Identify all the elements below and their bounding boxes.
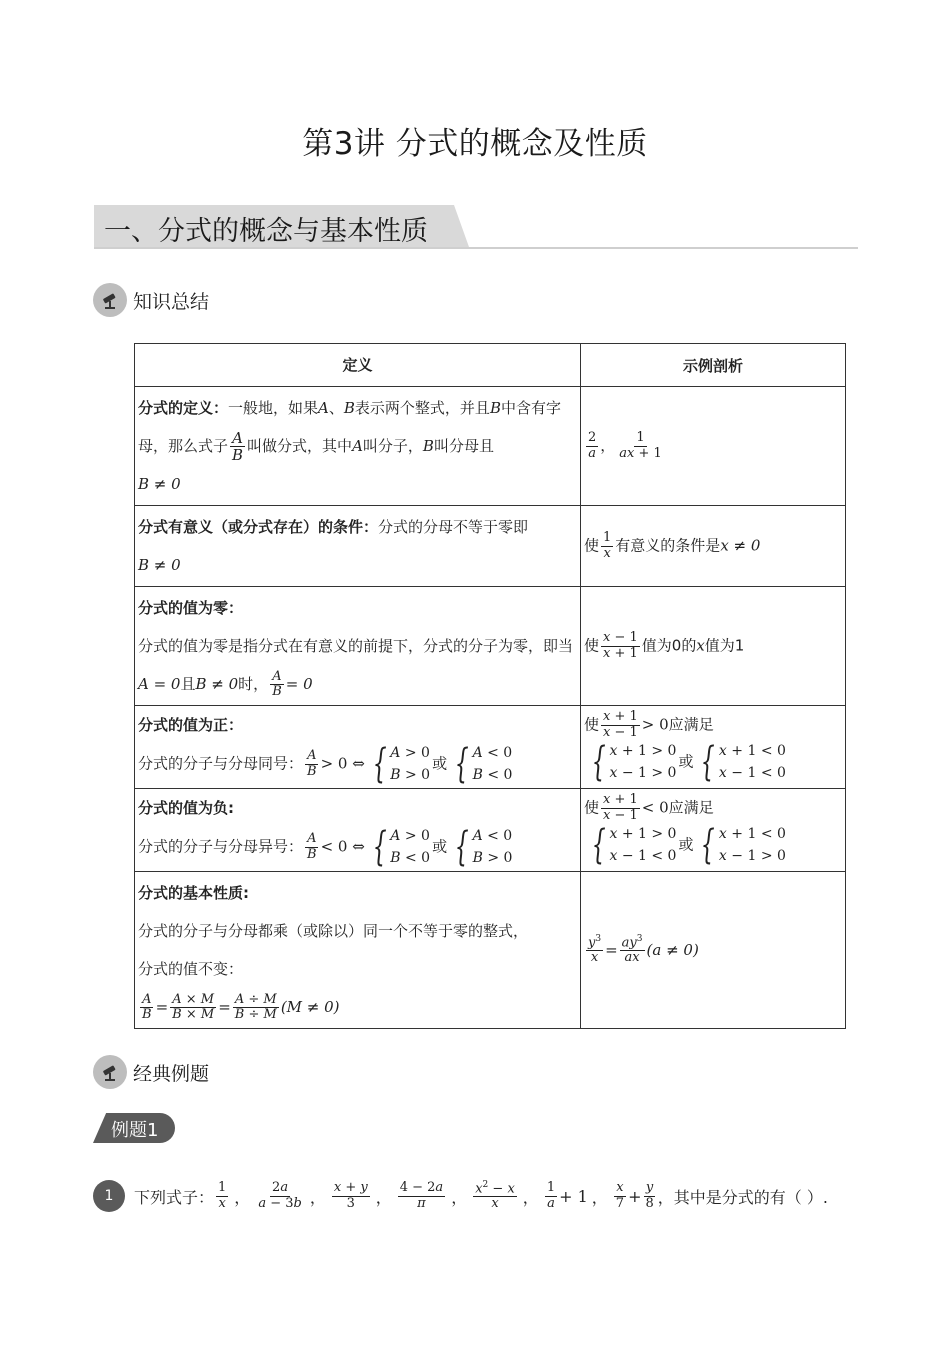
fraction: $\frac{x^2 - x}{x}$ <box>475 1179 515 1212</box>
definition-cell: 分式的值为负: 分式的分子与分母异号： $\frac{A}{B}$ < 0 ⇔ { A > 0 B < 0 或 { A < 0 B > 0 <box>135 789 581 872</box>
examples-subheading <box>93 1055 209 1089</box>
row-heading: 分式的定义： <box>138 399 229 417</box>
definition-cell: 分式的定义：一般地，如果A、B表示两个整式，并且B中含有字母，那么式子 $\frac{A}{B}$ 叫做分式，其中A叫分子，B叫分母且 B ≠ 0 <box>135 387 581 506</box>
row-text: 分式的分子与分母同号： <box>138 754 304 773</box>
table-row <box>135 387 846 506</box>
or-text: 或 <box>432 837 448 856</box>
table-row <box>135 506 846 587</box>
definition-cell <box>135 587 581 706</box>
condition: A = 0 <box>138 675 181 693</box>
table-row <box>135 706 846 789</box>
row-text: 值为1 <box>704 636 745 655</box>
row-text: 应满足 <box>668 798 714 817</box>
example-cell: 使 $\frac{x - 1}{x + 1}$ 值为0的x值为1 <box>581 587 846 706</box>
table-row <box>135 789 846 872</box>
knowledge-label: 知识总结 <box>133 290 210 313</box>
or-text: 或 <box>678 835 694 854</box>
inequality-system: { A > 0 B < 0 <box>372 824 431 870</box>
inequality-system: { x + 1 > 0 x − 1 < 0 <box>591 821 677 868</box>
example-cell: 使 $\frac{x + 1}{x - 1}$ < 0应满足 { x + 1 > 0 x − 1 < 0 或 { x + 1 < 0 x − 1 > 0 <box>581 789 846 872</box>
or-text: 或 <box>678 752 694 771</box>
fraction-a-over-b: $\frac{A}{B}$ <box>232 428 244 464</box>
row-text: 应满足 <box>668 715 714 734</box>
page-title: 第3讲 分式的概念及性质 <box>302 126 648 162</box>
example-tag <box>93 1113 175 1143</box>
fraction: $\frac{A}{B}$ <box>307 748 317 779</box>
row-heading: 分式的值为正： <box>138 716 244 734</box>
inequality-system: { A < 0 B > 0 <box>454 824 513 870</box>
telescope-icon <box>93 1055 127 1089</box>
row-text: 分式的分子与分母异号： <box>138 837 304 856</box>
example-cell <box>581 506 846 587</box>
row-text: 值为0的 <box>641 636 697 655</box>
question-lead: 下列式子： <box>134 1187 215 1207</box>
condition: B ≠ 0 <box>138 556 181 574</box>
definition-cell: 分式的基本性质: 分式的分子与分母都乘（或除以）同一个不等于零的整式， 分式的值不变： $\frac{A}{B}$ = $\frac{A \times M}{B \times M}$ = $\frac{A \div M}{B \div M}$ (M ≠ 0) <box>135 872 581 1029</box>
condition: B ≠ 0 <box>195 675 239 693</box>
condition: (M ≠ 0) <box>280 998 340 1016</box>
row-text: 使 <box>584 798 600 817</box>
fraction: $\frac{A}{B}$ <box>142 991 152 1022</box>
fraction: $\frac{A}{B}$ <box>272 668 282 699</box>
fraction: $\frac{A \div M}{B \div M}$ <box>234 991 277 1022</box>
example-cell: 使 $\frac{x + 1}{x - 1}$ > 0应满足 { x + 1 > 0 x − 1 > 0 或 { x + 1 < 0 x − 1 < 0 <box>581 706 846 789</box>
row-text: 有意义的条件是 <box>615 536 721 555</box>
row-text: 且 <box>180 675 196 693</box>
row-text: 时， <box>238 675 269 693</box>
fraction: $\frac{4 - 2a}{\pi}$ <box>399 1180 444 1211</box>
inequality-system: { A < 0 B < 0 <box>454 741 513 787</box>
condition: B ≠ 0 <box>138 475 181 493</box>
fraction: $\frac{x + 1}{x - 1}$ <box>603 792 638 823</box>
question-tail: ，其中是分式的有（ ）. <box>657 1187 828 1207</box>
row-heading: 分式的值为零： <box>138 599 244 617</box>
fraction: $\frac{2a}{a - 3b}$ <box>258 1180 302 1211</box>
condition: x ≠ 0 <box>720 536 761 555</box>
question-number-badge: 1 <box>93 1180 125 1212</box>
fraction: $\frac{1}{ax + 1}$ <box>619 430 662 461</box>
examples-label: 经典例题 <box>133 1062 210 1085</box>
fraction: $\frac{x - 1}{x + 1}$ <box>603 630 638 661</box>
fraction: $\frac{2}{a}$ <box>588 430 597 461</box>
fraction: $\frac{1}{x}$ <box>218 1180 227 1211</box>
definition-cell: 分式的值为正： 分式的分子与分母同号： $\frac{A}{B}$ > 0 ⇔ { A > 0 B > 0 或 { A < 0 B < 0 <box>135 706 581 789</box>
example-cell: $\frac{2}{a}$ ， $\frac{1}{ax + 1}$ <box>581 387 846 506</box>
row-text: 叫分子， <box>362 437 423 455</box>
table-row <box>135 587 846 706</box>
telescope-icon <box>93 283 127 317</box>
fraction: $\frac{x}{7}$ <box>615 1180 625 1211</box>
fraction: $\frac{y^3}{x}$ <box>588 933 602 966</box>
knowledge-table <box>134 343 846 1029</box>
condition: (a ≠ 0) <box>646 940 699 959</box>
equation: = 0 <box>285 675 313 693</box>
row-text: 叫做分式，其中 <box>247 437 353 455</box>
fraction: $\frac{x + y}{3}$ <box>333 1180 368 1211</box>
row-heading: 分式的基本性质: <box>138 884 249 902</box>
row-text: 中含有字母，那么式子 <box>138 399 561 455</box>
inequality-system: { A > 0 B > 0 <box>372 741 431 787</box>
fraction: $\frac{x + 1}{x - 1}$ <box>603 709 638 740</box>
table-row <box>135 872 846 1029</box>
header-example: 示例剖析 <box>581 344 846 387</box>
question-1: 1 下列式子： $\frac{1}{x}$ ， $\frac{2a}{a - 3b}$ ， $\frac{x + y}{3}$ ， $\frac{4 - 2a}{\pi}$ ， $\frac{x^2 - x}{x}$ ， $\frac{1}{a}$ + 1 ， $\frac{x}{7}$ + $\frac{y}{8}$ ，其中是分式的有（ ）. <box>93 1180 853 1212</box>
fraction: $\frac{A}{B}$ <box>307 831 317 862</box>
section-title: 一、分式的概念与基本性质 <box>104 216 428 247</box>
fraction: $\frac{1}{a}$ <box>546 1180 556 1211</box>
fraction: $\frac{y}{8}$ <box>645 1180 654 1211</box>
row-text: 一般地，如果 <box>228 399 319 417</box>
example-tag-label: 例题1 <box>111 1120 159 1141</box>
example-cell: $\frac{y^3}{x}$ = $\frac{ay^3}{ax}$ (a ≠ 0) <box>581 872 846 1029</box>
row-text: 表示两个整式，并且 <box>354 399 490 417</box>
row-text: 分式的分子与分母都乘（或除以）同一个不等于零的整式， <box>138 922 529 940</box>
inequality-system: { x + 1 < 0 x − 1 > 0 <box>701 821 786 868</box>
fraction: $\frac{A \times M}{B \times M}$ <box>172 991 215 1022</box>
inequality-system: { x + 1 < 0 x − 1 < 0 <box>701 738 786 785</box>
fraction: $\frac{ay^3}{ax}$ <box>621 933 643 966</box>
row-text: 使 <box>584 636 600 655</box>
fraction: $\frac{1}{x}$ <box>603 530 612 561</box>
or-text: 或 <box>432 754 448 773</box>
knowledge-subheading <box>93 283 209 317</box>
definition-cell <box>135 506 581 587</box>
row-text: 叫分母且 <box>433 437 494 455</box>
row-text: 使 <box>584 536 600 555</box>
row-heading: 分式有意义（或分式存在）的条件： <box>138 518 379 536</box>
table-header-row <box>135 344 846 387</box>
row-text: 分式的值为零是指分式在有意义的前提下，分式的分子为零，即当 <box>138 637 574 655</box>
row-text: 分式的值不变： <box>138 960 244 978</box>
row-text: 分式的分母不等于零即 <box>378 518 529 536</box>
row-heading: 分式的值为负: <box>138 799 234 817</box>
inequality-system: { x + 1 > 0 x − 1 > 0 <box>591 738 677 785</box>
header-definition: 定义 <box>135 344 581 387</box>
row-text: 使 <box>584 715 600 734</box>
section-banner <box>94 205 858 249</box>
